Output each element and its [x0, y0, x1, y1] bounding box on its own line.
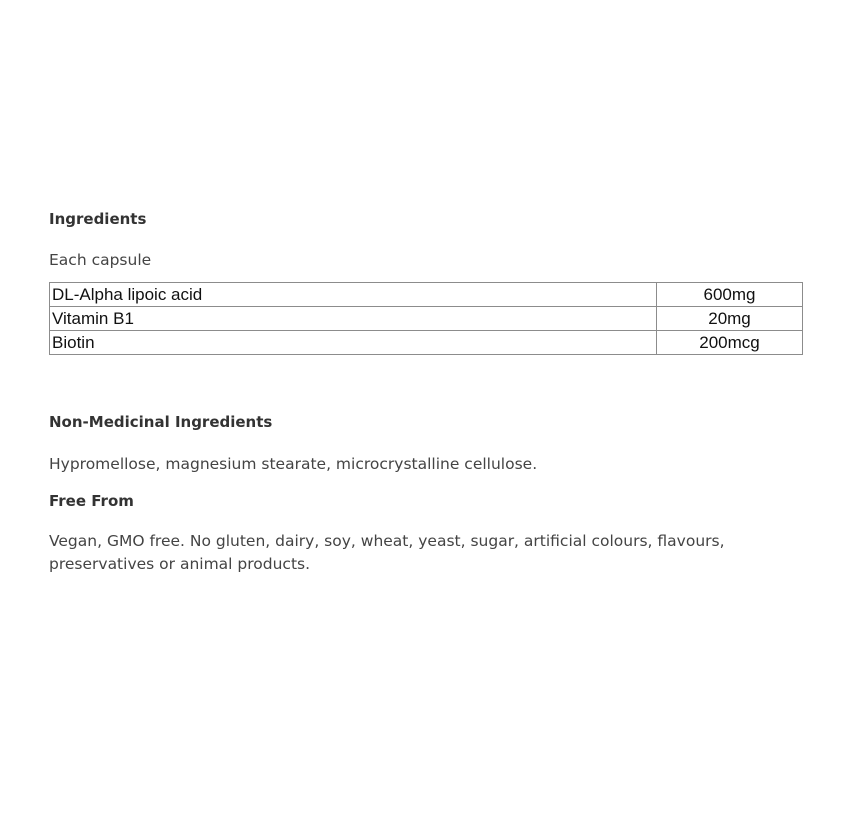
ingredient-amount: 20mg	[657, 307, 803, 331]
table-row	[50, 283, 803, 307]
free-from-heading: Free From	[49, 492, 134, 510]
table-row	[50, 331, 803, 355]
ingredient-name: Vitamin B1	[50, 307, 657, 331]
ingredient-name: DL-Alpha lipoic acid	[50, 283, 657, 307]
ingredients-heading: Ingredients	[49, 210, 147, 228]
non-medicinal-text: Hypromellose, magnesium stearate, microcrystalline cellulose.	[49, 455, 538, 473]
table-row	[50, 307, 803, 331]
ingredients-subheading: Each capsule	[49, 251, 152, 269]
ingredient-amount: 200mcg	[657, 331, 803, 355]
ingredient-amount: 600mg	[657, 283, 803, 307]
ingredient-name: Biotin	[50, 331, 657, 355]
ingredients-table	[49, 282, 803, 355]
free-from-text: Vegan, GMO free. No gluten, dairy, soy, wheat, yeast, sugar, artificial colours, flavours, preservatives or animal products.	[49, 532, 725, 573]
non-medicinal-heading: Non-Medicinal Ingredients	[49, 413, 273, 431]
